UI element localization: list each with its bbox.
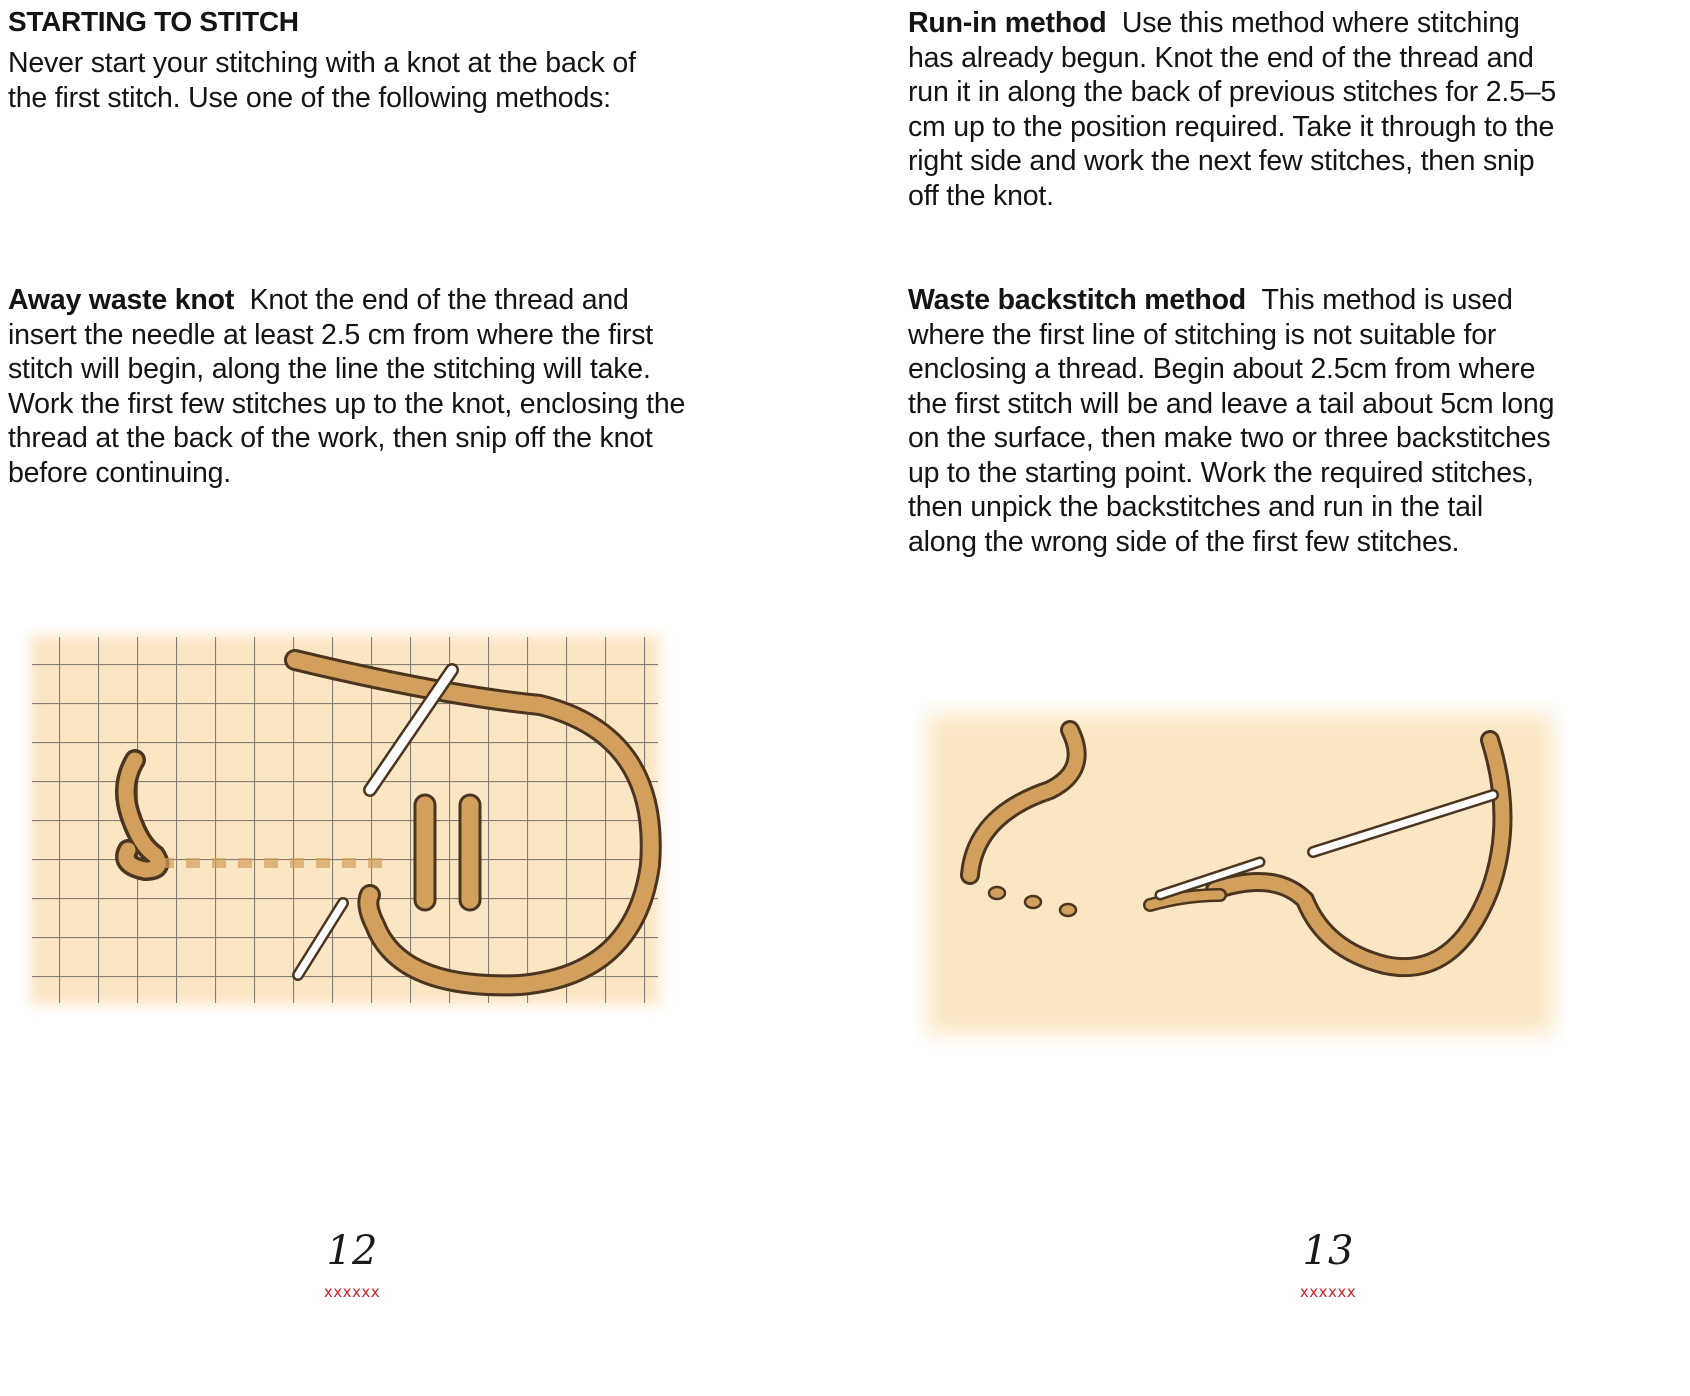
waste-backstitch-title: Waste backstitch method bbox=[908, 284, 1246, 316]
away-waste-knot-body: Knot the end of the thread and insert the needle at least 2.5 cm from where the first stitch will begin, along the line the stitching will take. Work the first few stitches up to the knot, enclosing the thread at the back of the work, then snip off the knot before continuing. bbox=[8, 284, 686, 489]
stitch-2 bbox=[460, 795, 480, 910]
away-waste-knot-title: Away waste knot bbox=[8, 284, 235, 316]
run-in-method-title: Run-in method bbox=[908, 7, 1107, 39]
backstitch-dot-1 bbox=[989, 887, 1005, 899]
away-waste-knot-illustration bbox=[20, 625, 680, 1100]
page-heading: STARTING TO STITCH bbox=[8, 6, 299, 37]
footer-mark-right: xxxxxx bbox=[1299, 1283, 1357, 1301]
waste-backstitch-paragraph bbox=[908, 283, 1558, 559]
away-waste-knot-paragraph bbox=[8, 283, 698, 490]
intro-paragraph: Never start your stitching with a knot at the back of the first stitch. Use one of the following methods: bbox=[8, 47, 636, 114]
page-number-right: 13 bbox=[1302, 1228, 1354, 1274]
backstitch-dot-3 bbox=[1060, 904, 1076, 916]
stitch-1 bbox=[415, 795, 435, 910]
waste-backstitch-illustration bbox=[915, 700, 1565, 1060]
backstitch-dot-2 bbox=[1025, 896, 1041, 908]
footer-mark-left: xxxxxx bbox=[323, 1283, 381, 1301]
run-in-method-body: Use this method where stitching has already begun. Knot the end of the thread and run it in along the back of previous stitches for 2.5–5 cm up to the position required. Take it through to the right side and work the next few stitches, then snip off the knot. bbox=[908, 7, 1557, 212]
waste-backstitch-body: This method is used where the first line of stitching is not suitable for enclosing a thread. Begin about 2.5cm from where the first stitch will be and leave a tail about 5cm long on the surface, then make two or three backstitches up to the starting point. Work the required stitches, then unpick the backstitches and run in the tail along the wrong side of the first few stitches. bbox=[908, 284, 1555, 558]
page-number-left: 12 bbox=[326, 1228, 378, 1274]
run-in-method-paragraph bbox=[908, 6, 1558, 213]
